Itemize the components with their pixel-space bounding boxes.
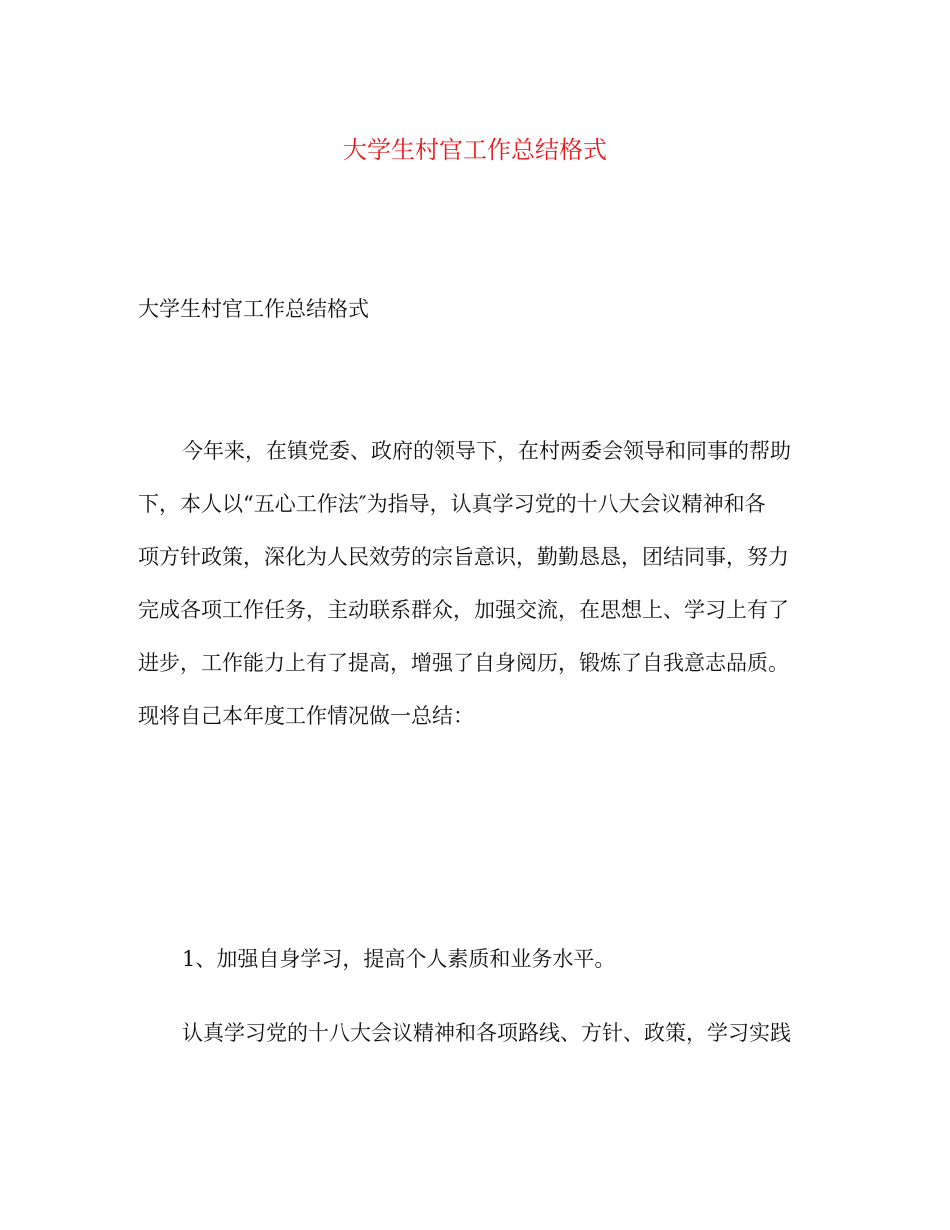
document-title: 大学生村官工作总结格式 <box>343 136 607 164</box>
paragraph-line: 完成各项工作任务，主动联系群众，加强交流，在思想上、学习上有了 <box>138 598 789 622</box>
document-subtitle: 大学生村官工作总结格式 <box>138 297 369 321</box>
section-paragraph: 认真学习党的十八大会议精神和各项路线、方针、政策，学习实践 <box>182 1021 791 1045</box>
intro-paragraph <box>138 425 818 743</box>
paragraph-line: 今年来，在镇党委、政府的领导下，在村两委会领导和同事的帮助 <box>182 439 791 463</box>
section-heading: 1、加强自身学习，提高个人素质和业务水平。 <box>182 947 616 971</box>
paragraph-line: 进步，工作能力上有了提高，增强了自身阅历，锻炼了自我意志品质。 <box>138 651 789 675</box>
paragraph-line: 现将自己本年度工作情况做一总结： <box>138 704 474 728</box>
paragraph-line: 下，本人以“五心工作法″为指导，认真学习党的十八大会议精神和各 <box>138 492 766 516</box>
paragraph-line: 项方针政策，深化为人民效劳的宗旨意识，勤勤恳恳，团结同事，努力 <box>138 545 789 569</box>
